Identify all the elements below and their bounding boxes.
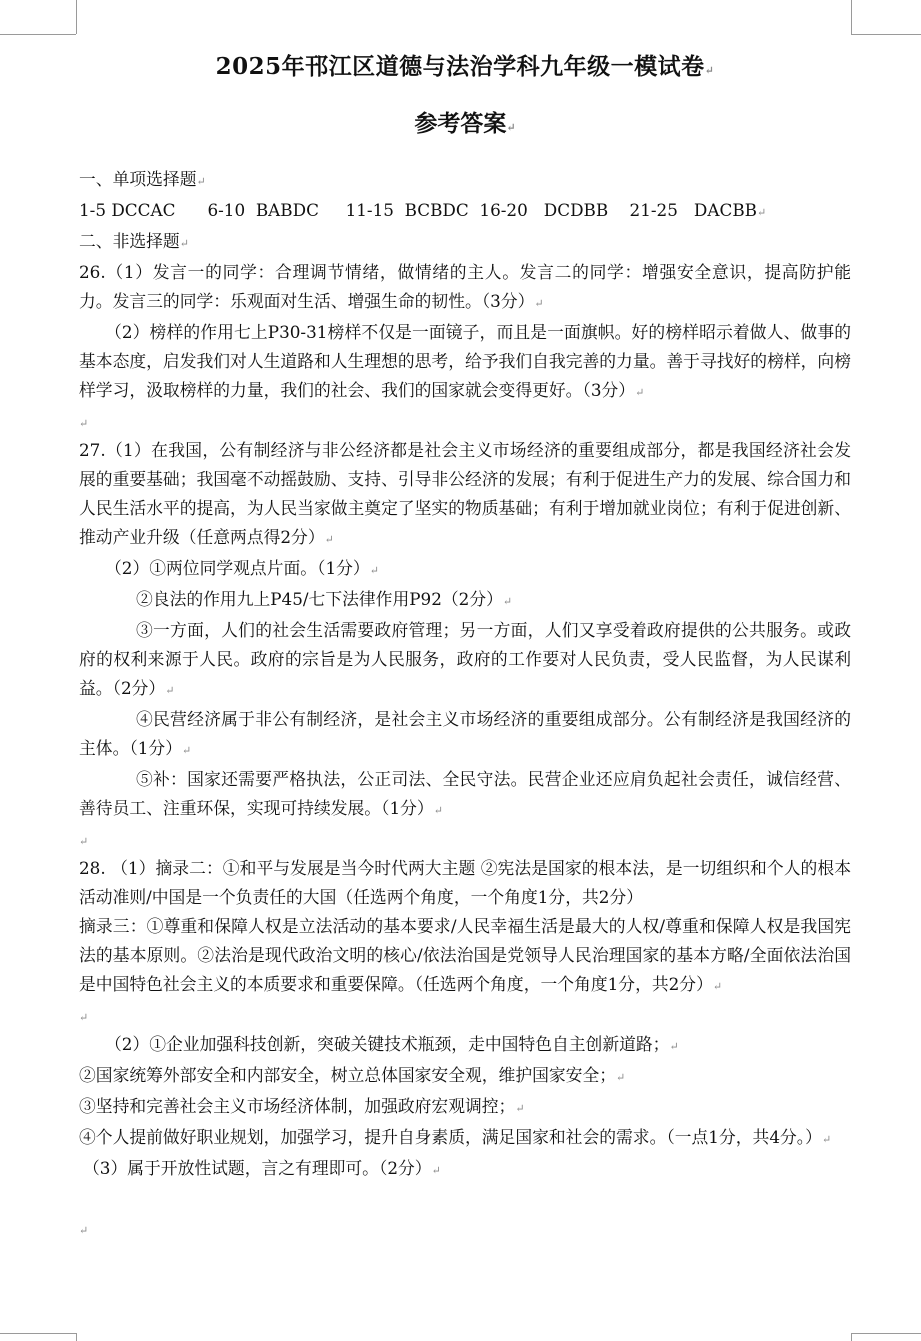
q28-part2-item3: ③坚持和完善社会主义市场经济体制，加强政府宏观调控；↵: [79, 1096, 525, 1116]
crop-mark-top-right-vertical: [851, 0, 852, 34]
document-page[interactable]: [79, 46, 851, 1243]
document-body: [79, 165, 851, 1243]
paragraph-mark-icon: ↵: [369, 564, 379, 577]
paragraph-mark-icon: ↵: [757, 206, 767, 219]
q27-part2-item4: ④民营经济属于非公有制经济，是社会主义市场经济的重要组成部分。公有制经济是我国经济的主体。（1分）↵: [79, 709, 851, 758]
paragraph-mark-icon: ↵: [704, 64, 715, 77]
q27-part2-item5: ⑤补：国家还需要严格执法，公正司法、全民守法。民营企业还应肩负起社会责任，诚信经营、善待员工、注重环保，实现可持续发展。（1分）↵: [79, 769, 851, 818]
document-subtitle: 参考答案↵: [414, 110, 516, 137]
section-heading-nonchoice: 二、非选择题↵: [79, 231, 189, 251]
crop-mark-top-left: [0, 34, 76, 35]
q28-part3: （3）属于开放性试题，言之有理即可。（2分）↵: [83, 1158, 441, 1178]
paragraph-mark-icon: ↵: [179, 237, 189, 250]
blank-line: [79, 1185, 851, 1214]
paragraph-mark-icon: ↵: [79, 417, 89, 430]
blank-line: [79, 1214, 851, 1243]
q28-part1-excerpt3: 摘录三：①尊重和保障人权是立法活动的基本要求/人民幸福生活是最大的人权/尊重和保障人权是我国宪法的基本原则。②法治是现代政治文明的核心/依法治国是党领导人民治理国家的基本方略/全面依法治国是中国特色社会主义的本质要求和重要保障。（任选两个角度，一个角度1分，共2分）↵: [79, 916, 851, 994]
q28-part1-excerpt2: 28. （1）摘录二：①和平与发展是当今时代两大主题 ②宪法是国家的根本法，是一切组织和个人的根本活动准则/中国是一个负责任的大国（任选两个角度，一个角度1分，共2分）: [79, 858, 851, 907]
choice-answers: 1-5 DCCAC 6-10 BABDC 11-15 BCBDC 16-20 DCDBB 21-25 DACBB↵: [79, 200, 767, 220]
q28-part2-item4: ④个人提前做好职业规划，加强学习，提升自身素质，满足国家和社会的需求。（一点1分，共4分。）↵: [79, 1127, 832, 1147]
paragraph-mark-icon: ↵: [324, 533, 334, 546]
paragraph-mark-icon: ↵: [181, 744, 192, 757]
crop-mark-bottom-left: [0, 1333, 76, 1334]
paragraph-mark-icon: ↵: [433, 804, 443, 817]
paragraph-mark-icon: ↵: [821, 1133, 832, 1146]
paragraph-mark-icon: ↵: [79, 1011, 89, 1024]
q27-part1: 27.（1）在我国，公有制经济与非公经济都是社会主义市场经济的重要组成部分，都是我国经济社会发展的重要基础；我国毫不动摇鼓励、支持、引导非公经济的发展；有利于促进生产力的发展、综合国力和人民生活水平的提高，为人民当家做主奠定了坚实的物质基础；有利于增加就业岗位；有利于促进创新、推动产业升级（任意两点得2分）↵: [79, 440, 851, 547]
q27-part2-item3: ③一方面，人们的社会生活需要政府管理；另一方面，人们又享受着政府提供的公共服务。或政府的权利来源于人民。政府的宗旨是为人民服务，政府的工作要对人民负责，受人民监督，为人民谋利益。（2分）↵: [79, 620, 851, 698]
paragraph-mark-icon: ↵: [79, 1224, 89, 1237]
paragraph-mark-icon: ↵: [712, 980, 723, 993]
crop-mark-top-left-vertical: [76, 0, 77, 34]
paragraph-mark-icon: ↵: [506, 121, 516, 134]
q27-part2-item1: （2）①两位同学观点片面。（1分）↵: [105, 558, 379, 578]
document-title: 2025年邗江区道德与法治学科九年级一模试卷↵: [215, 53, 715, 80]
q28-part2-item2: ②国家统筹外部安全和内部安全，树立总体国家安全观，维护国家安全；↵: [79, 1065, 626, 1085]
crop-mark-bottom-right: [851, 1333, 921, 1334]
section-heading-choice: 一、单项选择题↵: [79, 169, 206, 189]
crop-mark-top-right: [851, 34, 921, 35]
paragraph-mark-icon: ↵: [196, 175, 206, 188]
paragraph-mark-icon: ↵: [431, 1164, 441, 1177]
paragraph-mark-icon: ↵: [669, 1040, 679, 1053]
blank-line: [79, 407, 851, 436]
q27-part2-item2: ②良法的作用九上P45/七下法律作用P92（2分）↵: [136, 589, 513, 609]
paragraph-mark-icon: ↵: [534, 297, 544, 310]
blank-line: [79, 1001, 851, 1030]
paragraph-mark-icon: ↵: [165, 684, 175, 697]
blank-line: [79, 825, 851, 854]
paragraph-mark-icon: ↵: [515, 1102, 525, 1115]
paragraph-mark-icon: ↵: [616, 1071, 626, 1084]
crop-mark-bottom-right-vertical: [851, 1333, 852, 1341]
crop-mark-bottom-left-vertical: [76, 1333, 77, 1341]
q26-part1: 26.（1）发言一的同学：合理调节情绪，做情绪的主人。发言二的同学：增强安全意识，提高防护能力。发言三的同学：乐观面对生活、增强生命的韧性。（3分）↵: [79, 262, 851, 311]
q26-part2: （2）榜样的作用七上P30-31榜样不仅是一面镜子，而且是一面旗帜。好的榜样昭示着做人、做事的基本态度，启发我们对人生道路和人生理想的思考，给予我们自我完善的力量。善于寻找好的榜样，向榜样学习，汲取榜样的力量，我们的社会、我们的国家就会变得更好。（3分）↵: [79, 322, 851, 400]
paragraph-mark-icon: ↵: [502, 595, 513, 608]
paragraph-mark-icon: ↵: [79, 835, 89, 848]
q28-part2-item1: （2）①企业加强科技创新，突破关键技术瓶颈，走中国特色自主创新道路；↵: [105, 1034, 679, 1054]
paragraph-mark-icon: ↵: [635, 386, 645, 399]
